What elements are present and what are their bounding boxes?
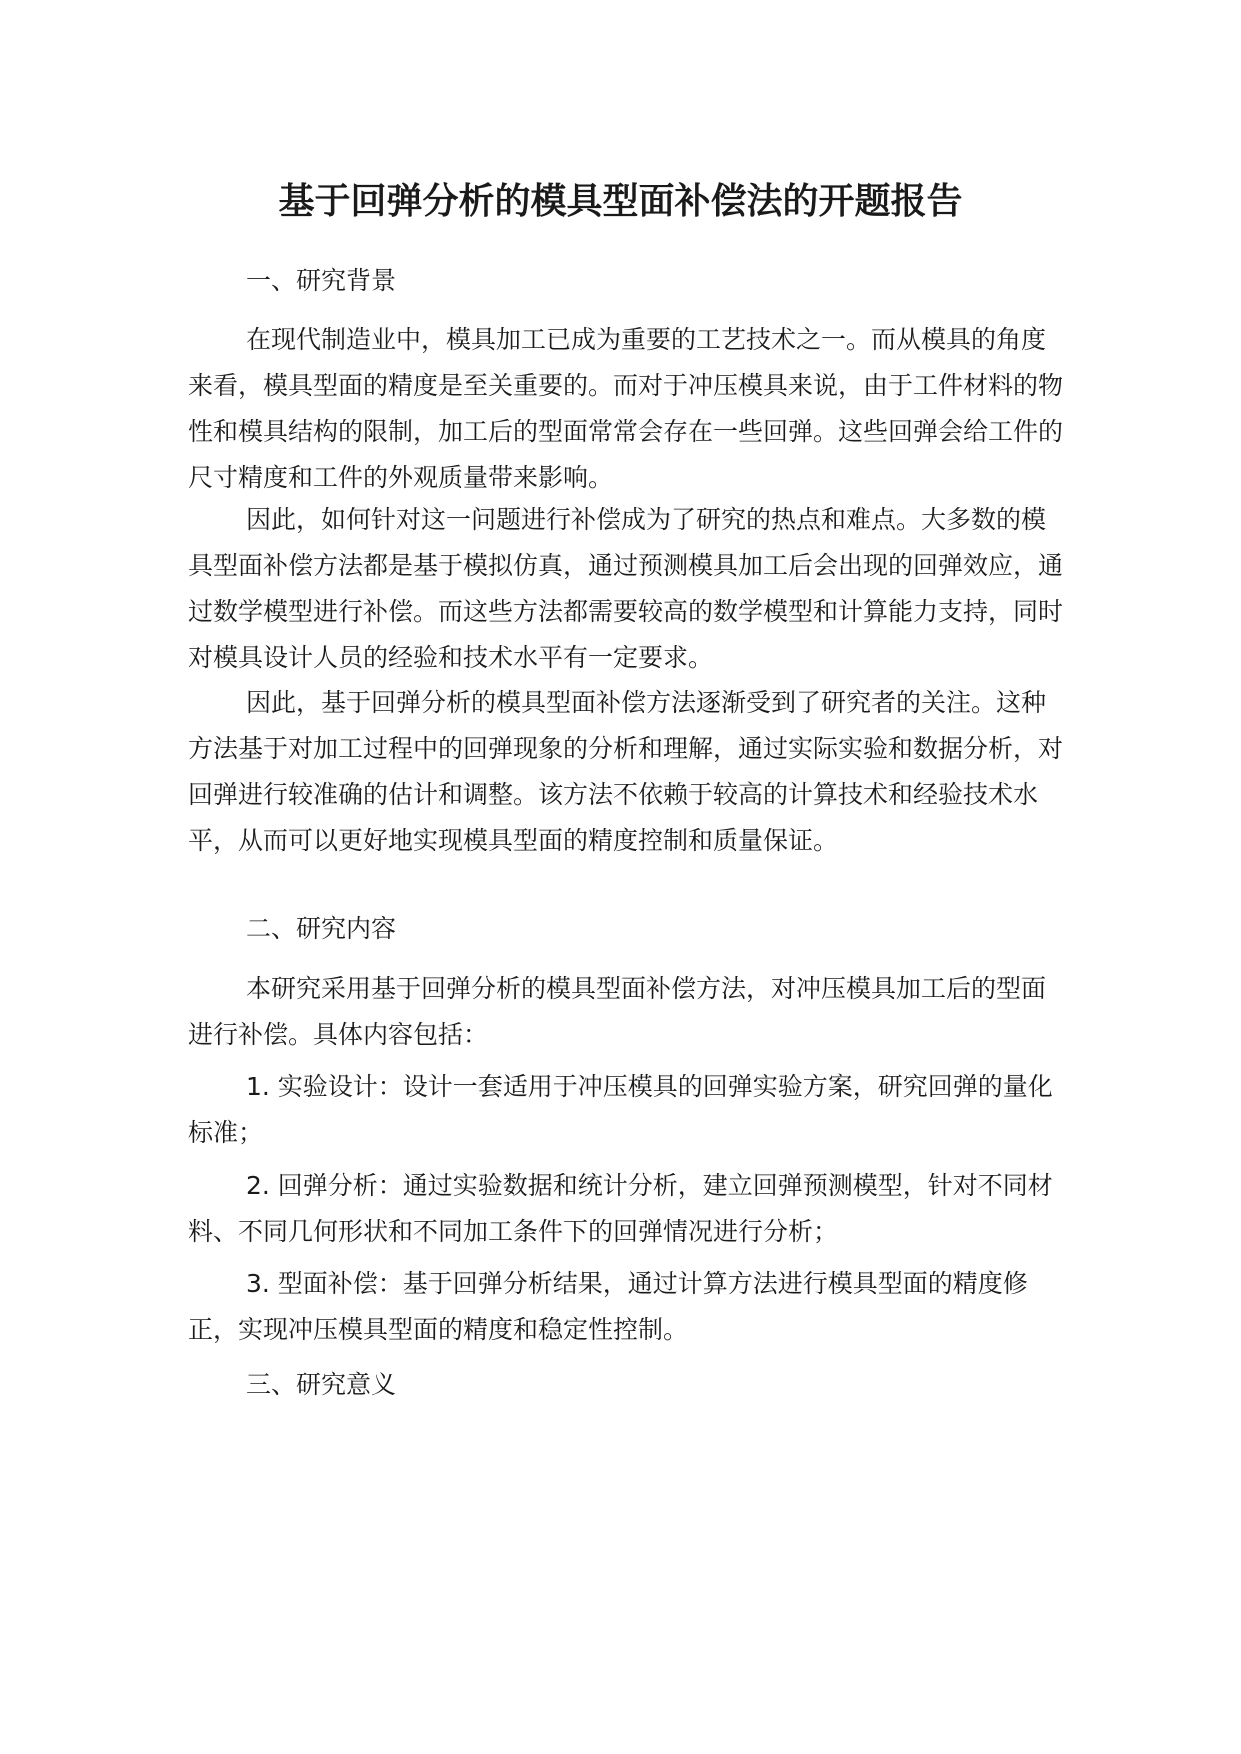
list-item-experiment-design: 1. 实验设计：设计一套适用于冲压模具的回弹实验方案，研究回弹的量化标准； [188,1072,1053,1147]
paragraph-background-3: 因此，基于回弹分析的模具型面补偿方法逐渐受到了研究者的关注。这种方法基于对加工过程中的回弹现象的分析和理解，通过实际实验和数据分析，对回弹进行较准确的估计和调整。该方法不依赖于较高的计算技术和经验技术水平，从而可以更好地实现模具型面的精度控制和质量保证。 [188,688,1064,855]
paragraph-background-1: 在现代制造业中，模具加工已成为重要的工艺技术之一。而从模具的角度来看，模具型面的精度是至关重要的。而对于冲压模具来说，由于工件材料的物性和模具结构的限制，加工后的型面常常会存在一些回弹。这些回弹会给工件的尺寸精度和工件的外观质量带来影响。 [188,325,1064,492]
paragraph-content-intro: 本研究采用基于回弹分析的模具型面补偿方法，对冲压模具加工后的型面进行补偿。具体内容包括： [188,974,1047,1049]
section-heading-content: 二、研究内容 [246,914,397,943]
list-item-surface-compensation: 3. 型面补偿：基于回弹分析结果，通过计算方法进行模具型面的精度修正，实现冲压模具型面的精度和稳定性控制。 [188,1269,1028,1344]
document-title: 基于回弹分析的模具型面补偿法的开题报告 [278,181,963,222]
list-item-springback-analysis: 2. 回弹分析：通过实验数据和统计分析，建立回弹预测模型，针对不同材料、不同几何形状和不同加工条件下的回弹情况进行分析； [188,1171,1053,1246]
section-heading-background: 一、研究背景 [246,266,397,295]
section-heading-significance: 三、研究意义 [246,1370,397,1399]
paragraph-background-2: 因此，如何针对这一问题进行补偿成为了研究的热点和难点。大多数的模具型面补偿方法都是基于模拟仿真，通过预测模具加工后会出现的回弹效应，通过数学模型进行补偿。而这些方法都需要较高的数学模型和计算能力支持，同时对模具设计人员的经验和技术水平有一定要求。 [188,505,1064,672]
